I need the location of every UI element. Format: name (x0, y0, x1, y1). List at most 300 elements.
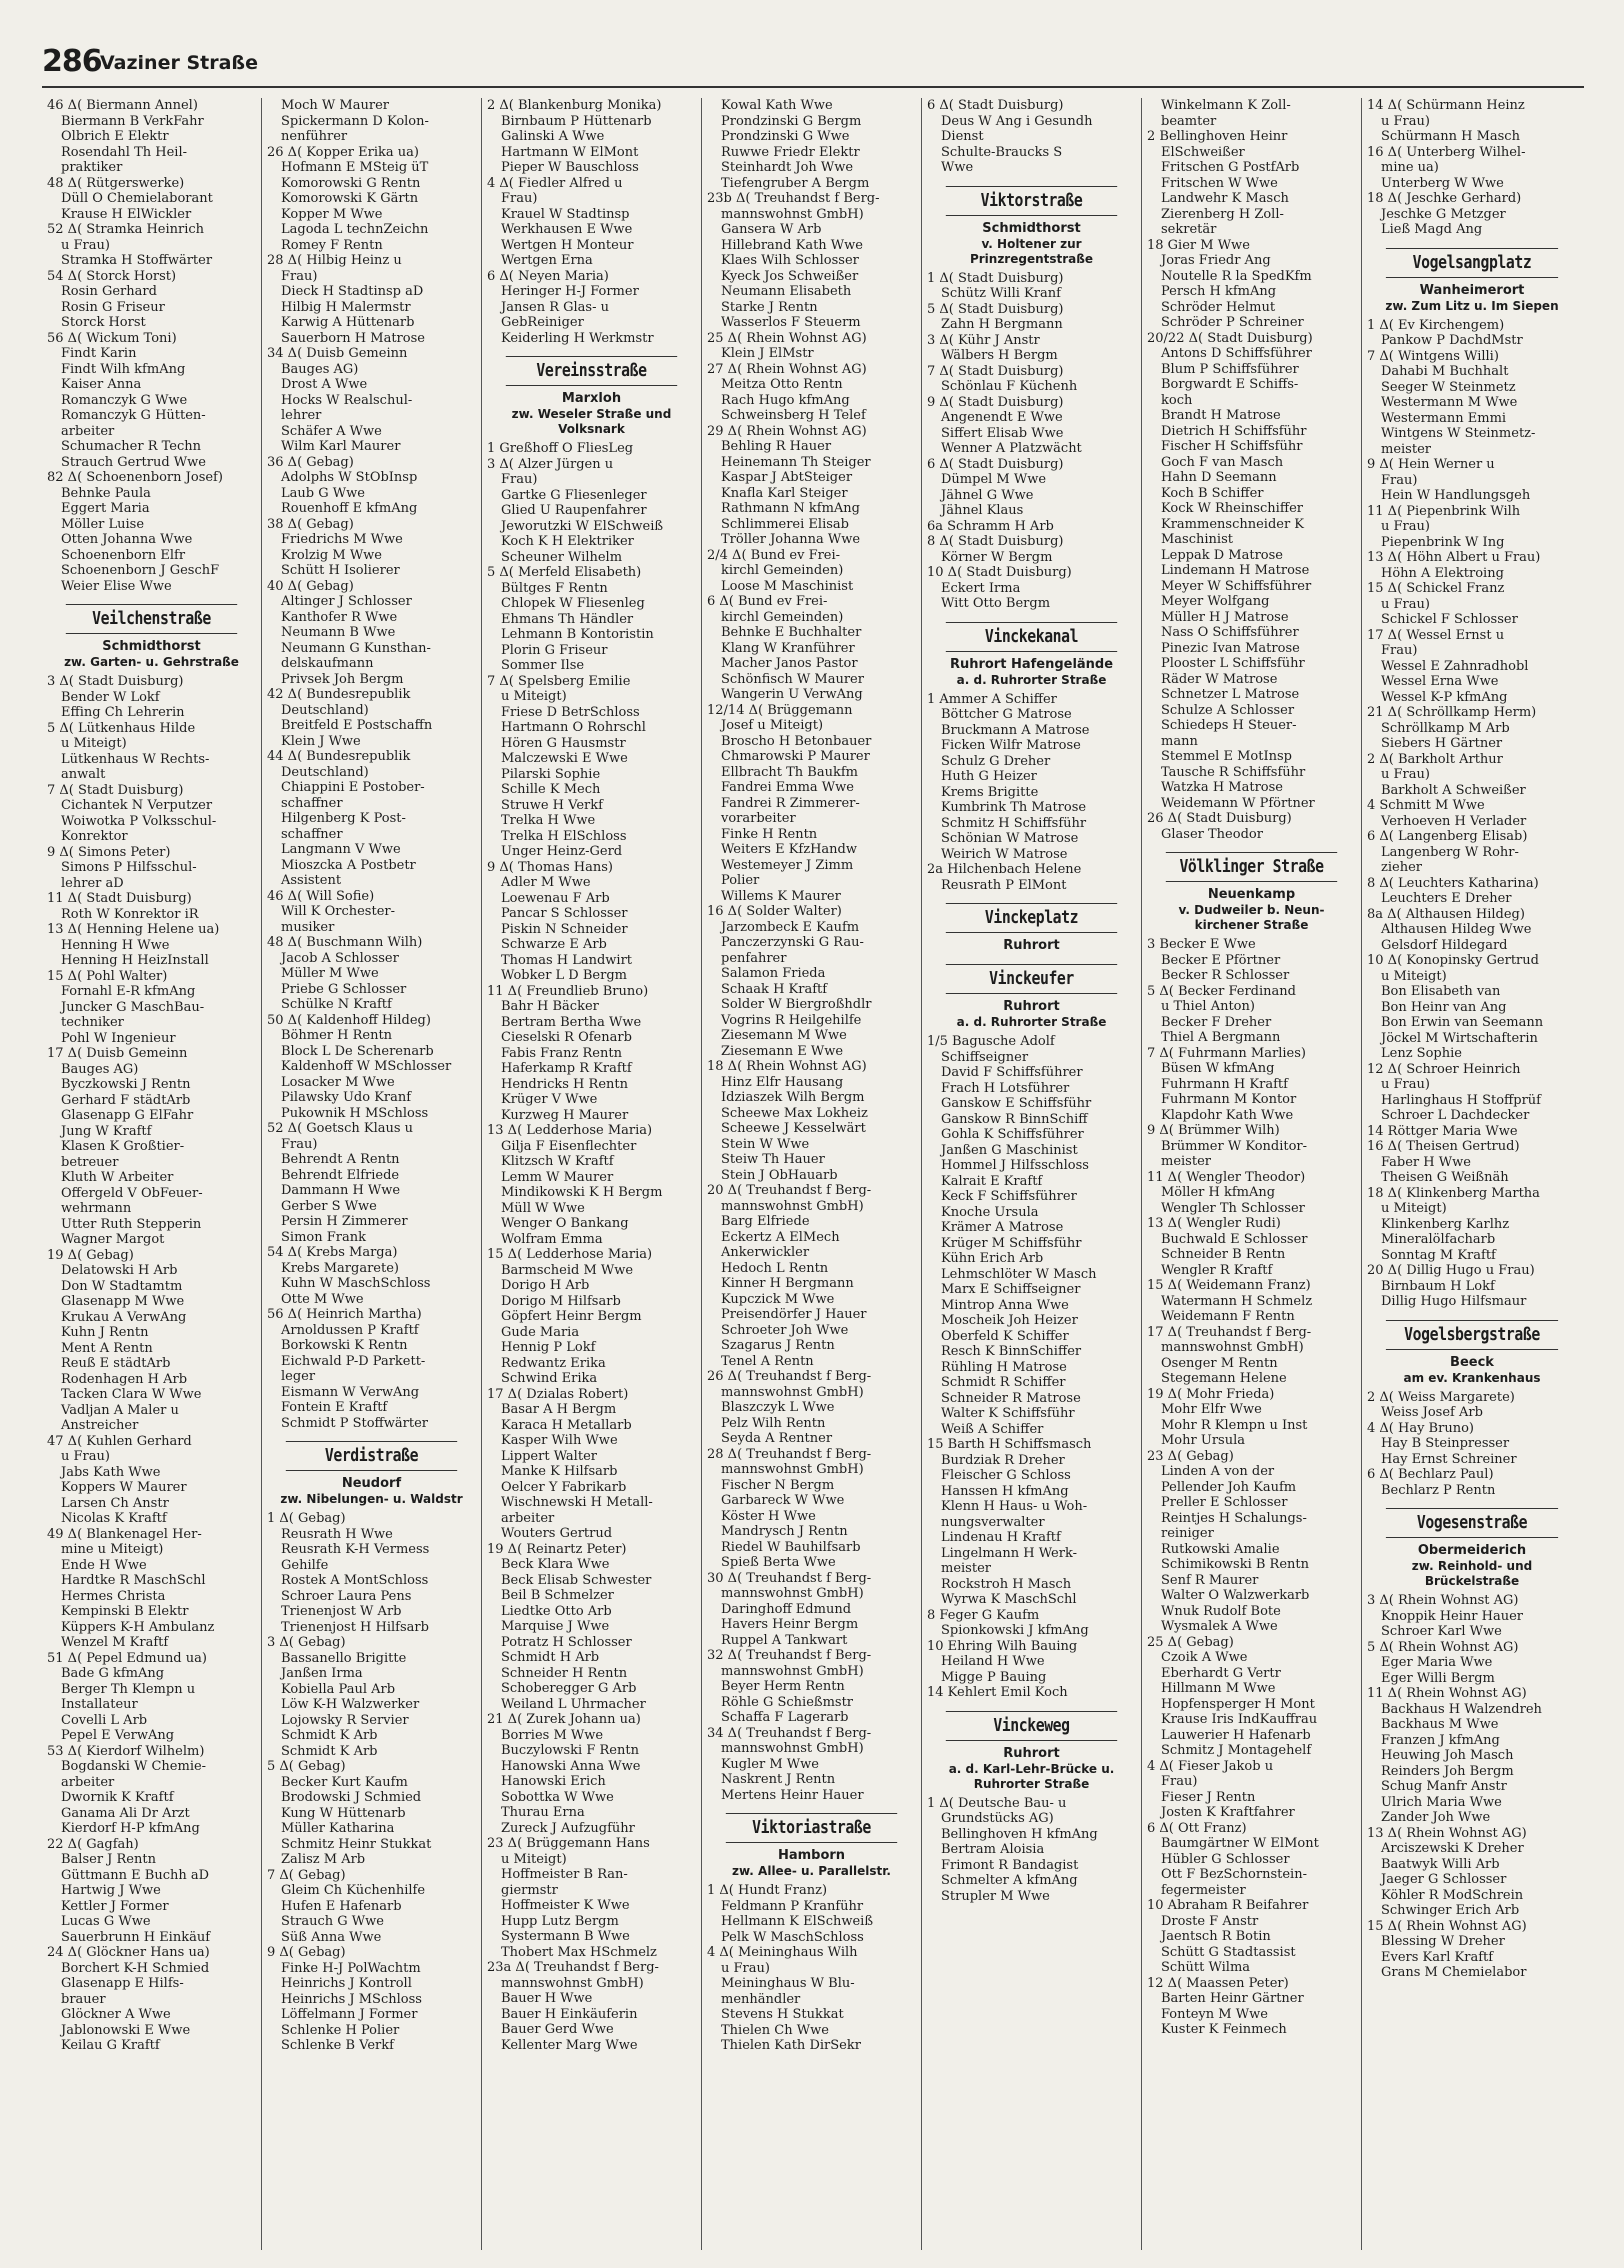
entry-line: Schütz Willi Kranf (941, 286, 1061, 301)
entry-line: Ziesemann M Wwe (721, 1028, 847, 1043)
entry-line: Strauch G Wwe (281, 1914, 384, 1929)
street-heading: Viktorstraße (946, 186, 1117, 216)
entry-line: Schäfer A Wwe (281, 423, 382, 439)
entry-line: Komorowski G Rentn (281, 175, 421, 191)
entry-line: Preisendörfer J Hauer (721, 1307, 867, 1322)
entry-line: Sonntag M Kraftf (1381, 1247, 1496, 1263)
entry-line: 22 Δ( Gagfah) (47, 1836, 139, 1852)
entry-line: Weiland L Uhrmacher (501, 1696, 646, 1712)
entry-line: Installateur (61, 1697, 138, 1712)
entry-line: 5 Δ( Merfeld Elisabeth) (487, 565, 642, 580)
entry-line: Schweinsberg H Telef (721, 408, 866, 423)
entry-line: Pepel E VerwAng (61, 1728, 175, 1743)
entry-line: Schmidt K Arb (281, 1743, 378, 1759)
entry-line: 3 Becker E Wwe (1147, 937, 1256, 952)
entry-line: Weiters E KfzHandw (721, 842, 857, 857)
entry-line: 5 Δ( Gebag) (267, 1759, 346, 1774)
entry-line: meister (941, 1561, 991, 1576)
street-heading: Vinckekanal (946, 622, 1117, 652)
entry-line: Findt Wilh kfmAng (61, 361, 186, 377)
entry-line: 82 Δ( Schoenenborn Josef) (47, 470, 223, 485)
entry-line: Rach Hugo kfmAng (721, 392, 850, 408)
entry-line: 15 Δ( Weidemann Franz) (1147, 1278, 1311, 1293)
entry-line: koch (1161, 392, 1193, 408)
entry-line: Schneider R Matrose (941, 1390, 1081, 1406)
entry-line: Gehilfe (281, 1557, 329, 1573)
entry-line: Marquise J Wwe (501, 1619, 610, 1634)
entry-line: 15 Barth H Schiffsmasch (927, 1437, 1092, 1452)
entry-line: Hofmann E MSteig üT (281, 160, 429, 175)
entry-line: 27 Δ( Rhein Wohnst AG) (707, 361, 867, 377)
entry-line: anwalt (61, 767, 106, 782)
entry-line: Dorigo M Hilfsarb (501, 1293, 621, 1309)
entry-line: Beck Elisab Schwester (501, 1572, 652, 1588)
entry-line: Wangerin U VerwAng (721, 687, 863, 702)
entry-line: Ficken Wilfr Matrose (941, 738, 1081, 753)
entry-line: Schulze A Schlosser (1161, 702, 1295, 718)
entry-line: Frimont R Bandagist (941, 1857, 1079, 1873)
entry-line: Arnoldussen P Kraftf (281, 1322, 419, 1338)
entry-line: 2/4 Δ( Bund ev Frei- (707, 547, 841, 563)
entry-line: Thobert Max HSchmelz (501, 1944, 657, 1960)
entry-line: Faber H Wwe (1381, 1154, 1471, 1170)
district-name: Ruhrort (1003, 938, 1060, 953)
entry-line: Kurzweg H Maurer (501, 1107, 629, 1123)
entry-line: 49 Δ( Blankenagel Her- (47, 1526, 202, 1542)
entry-line: 25 Δ( Rhein Wohnst AG) (707, 330, 867, 346)
entry-line: Ulrich Maria Wwe (1381, 1794, 1502, 1810)
entry-line: Ellbracht Th Baukfm (721, 764, 858, 780)
entry-line: 44 Δ( Bundesrepublik (267, 749, 411, 764)
entry-line: Hay Ernst Schreiner (1381, 1451, 1517, 1467)
entry-line: Eger Willi Bergm (1381, 1670, 1495, 1686)
entry-line: Adolphs W StObInsp (281, 470, 418, 485)
entry-line: 6 Δ( Langenberg Elisab) (1367, 829, 1528, 844)
entry-line: Blaszczyk L Wwe (721, 1400, 835, 1415)
entry-line: Ott F BezSchornstein- (1161, 1867, 1307, 1882)
entry-line: 1 Δ( Hundt Franz) (707, 1883, 828, 1898)
street-location: zw. Allee- u. Parallelstr. (732, 1864, 891, 1878)
entry-line: Rutkowski Amalie (1161, 1541, 1280, 1557)
entry-line: Klinkenberg Karlhz (1381, 1216, 1510, 1232)
entry-line: Oelcer Y Fabrikarb (501, 1479, 627, 1495)
entry-line: Krebs Margarete) (281, 1260, 399, 1276)
entry-line: Bender W Lokf (61, 689, 160, 705)
entry-line: Koch K H Elektriker (501, 534, 634, 549)
entry-line: Hahn D Seemann (1161, 470, 1277, 485)
entry-line: Trelka H Wwe (501, 813, 596, 828)
entry-line: Mohr R Klempn u Inst (1161, 1417, 1308, 1433)
entry-line: Bechlarz P Rentn (1381, 1482, 1496, 1498)
entry-line: Schmidt K Arb (281, 1728, 378, 1743)
entry-line: Jeschke G Metzger (1381, 206, 1506, 222)
entry-line: 54 Δ( Krebs Marga) (267, 1245, 398, 1260)
entry-line: 6 Δ( Neyen Maria) (487, 268, 609, 284)
entry-line: Frau) (501, 191, 538, 206)
entry-line: Fritschen W Wwe (1161, 175, 1278, 191)
entry-line: Vogrins R Heilgehilfe (721, 1012, 862, 1028)
entry-line: Salamon Frieda (721, 966, 826, 981)
entry-line: Otte M Wwe (281, 1291, 364, 1307)
entry-line: Werkhausen E Wwe (501, 222, 633, 237)
entry-line: Wilm Karl Maurer (281, 439, 401, 454)
entry-line: 15 Δ( Schickel Franz (1367, 581, 1505, 596)
entry-line: 6a Schramm H Arb (927, 518, 1054, 534)
entry-line: Polier (721, 873, 760, 888)
entry-line: u Frau) (1381, 1077, 1430, 1092)
entry-line: Ganama Ali Dr Arzt (61, 1805, 190, 1821)
entry-line: Moch W Maurer (281, 98, 389, 113)
entry-line: Huth G Heizer (941, 769, 1037, 784)
entry-line: 12 Δ( Schroer Heinrich (1367, 1061, 1521, 1077)
entry-line: Rouenhoff E kfmAng (281, 501, 418, 516)
entry-line: Riedel W Bauhilfsarb (721, 1539, 861, 1555)
entry-line: Rühling H Matrose (941, 1359, 1067, 1375)
entry-line: Barg Elfriede (721, 1214, 810, 1229)
entry-line: Heinrichs J Kontroll (281, 1976, 412, 1991)
entry-line: Dwornik K Kraftf (61, 1790, 174, 1805)
entry-line: Knafla Karl Steiger (721, 485, 848, 501)
entry-line: Schütt Wilma (1161, 1960, 1251, 1975)
entry-line: Romanczyk G Wwe (61, 392, 188, 408)
entry-line: Schmidt P Stoffwärter (281, 1415, 429, 1431)
entry-line: Willems K Maurer (721, 888, 841, 904)
entry-line: u Frau) (61, 237, 110, 253)
entry-line: Altinger J Schlosser (281, 594, 412, 609)
entry-line: Wessel K-P kfmAng (1381, 689, 1508, 705)
entry-line: Koch B Schiffer (1161, 485, 1264, 501)
entry-line: Liedtke Otto Arb (501, 1603, 612, 1619)
entry-line: Nicolas K Kraftf (61, 1511, 167, 1526)
entry-line: Schmitz Heinr Stukkat (281, 1836, 432, 1852)
street-location: v. Dudweiler b. Neun- kirchener Straße (1178, 903, 1325, 932)
entry-line: Keiderling H Werkmstr (501, 330, 654, 346)
entry-line: Dietrich H Schiffsführ (1161, 423, 1307, 439)
entry-line: Malczewski E Wwe (501, 751, 628, 766)
entry-line: Frau) (1161, 1774, 1198, 1789)
entry-line: arbeiter (61, 423, 115, 439)
entry-line: Becker Kurt Kaufm (281, 1774, 408, 1790)
street-heading: Vogesenstraße (1386, 1508, 1558, 1538)
entry-line: Wenner A Platzwächt (941, 441, 1082, 456)
entry-line: Kung W Hüttenarb (281, 1805, 406, 1821)
district-name: Schmidthorst (102, 639, 201, 654)
entry-line: 50 Δ( Kaldenhoff Hildeg) (267, 1012, 431, 1028)
entry-line: Marx E Schiffseigner (941, 1282, 1081, 1297)
entry-line: Pinezic Ivan Matrose (1161, 640, 1300, 656)
entry-line: lehrer aD (61, 875, 124, 891)
entry-line: Bade G kfmAng (61, 1666, 165, 1681)
entry-line: 32 Δ( Treuhandst f Berg- (707, 1648, 872, 1663)
entry-line: 38 Δ( Gebag) (267, 516, 354, 532)
entry-line: Beil B Schmelzer (501, 1588, 614, 1603)
entry-line: Schmidt R Schiffer (941, 1375, 1066, 1390)
entry-line: Hanowski Erich (501, 1774, 606, 1789)
entry-line: Walter K Schiffsführ (941, 1406, 1075, 1421)
entry-line: Josef u Miteigt) (721, 718, 824, 733)
running-head-street: Vaziner Straße (100, 52, 258, 74)
entry-line: Schaffa F Lagerarb (721, 1710, 849, 1725)
entry-line: mannswohnst GmbH) (721, 1663, 864, 1679)
entry-line: Fandrei Emma Wwe (721, 780, 854, 795)
entry-line: 51 Δ( Pepel Edmund ua) (47, 1650, 207, 1666)
entry-line: u Frau) (1381, 596, 1430, 612)
entry-line: mine ua) (1381, 160, 1439, 175)
entry-line: Schönfisch W Maurer (721, 671, 864, 687)
entry-line: 4 Δ( Meininghaus Wilh (707, 1945, 858, 1960)
entry-line: 16 Δ( Theisen Gertrud) (1367, 1139, 1520, 1154)
entry-line: Hanssen H kfmAng (941, 1483, 1069, 1499)
entry-line: 23 Δ( Brüggemann Hans (487, 1836, 650, 1851)
entry-line: Schoenenborn Elfr (61, 547, 186, 563)
entry-line: Hören G Hausmstr (501, 735, 626, 751)
entry-line: Lenz Sophie (1381, 1046, 1462, 1061)
entry-line: Tröller Johanna Wwe (721, 532, 861, 547)
entry-line: 5 Δ( Stadt Duisburg) (927, 301, 1064, 317)
entry-line: Ehmans Th Händler (501, 611, 634, 627)
entry-line: Scheewe J Kesselwärt (721, 1121, 866, 1136)
entry-line: Jabs Kath Wwe (61, 1464, 161, 1480)
entry-line: 10 Ehring Wilh Bauing (927, 1638, 1078, 1654)
entry-line: 20/22 Δ( Stadt Duisburg) (1147, 330, 1313, 346)
entry-line: Ankerwickler (721, 1245, 810, 1260)
entry-line: 15 Δ( Pohl Walter) (47, 968, 168, 984)
street-heading: Verdistraße (286, 1441, 457, 1471)
entry-line: Borkowski K Rentn (281, 1338, 408, 1353)
entry-line: 13 Δ( Wengler Rudi) (1147, 1216, 1281, 1231)
entry-line: u Frau) (1381, 519, 1430, 534)
entry-line: Kaiser Anna (61, 377, 142, 392)
entry-line: 17 Δ( Dzialas Robert) (487, 1386, 629, 1402)
entry-line: Mineralölfacharb (1381, 1232, 1496, 1247)
entry-line: Anstreicher (61, 1418, 139, 1433)
entry-line: Starke J Rentn (721, 299, 818, 315)
entry-line: Noutelle R la SpedKfm (1161, 268, 1312, 284)
entry-line: Siebers H Gärtner (1381, 736, 1503, 751)
entry-line: Schug Manfr Anstr (1381, 1779, 1507, 1794)
entry-line: 10 Δ( Konopinsky Gertrud (1367, 953, 1539, 968)
entry-line: Wengler Th Schlosser (1161, 1200, 1305, 1216)
entry-line: 23 Δ( Gebag) (1147, 1448, 1234, 1464)
entry-line: Göpfert Heinr Bergm (501, 1309, 642, 1324)
entry-line: leger (281, 1369, 316, 1384)
entry-line: Lindenau H Kraftf (941, 1530, 1061, 1545)
street-heading: Vinckeufer (946, 964, 1117, 994)
district-name: Neudorf (341, 1476, 402, 1491)
entry-line: Hilbig H Malermstr (281, 299, 411, 315)
entry-line: 11 Δ( Stadt Duisburg) (47, 891, 192, 906)
entry-line: Gleim Ch Küchenhilfe (281, 1883, 426, 1898)
entry-line: 7 Δ( Wintgens Willi) (1367, 348, 1499, 364)
entry-line: Prondzinski G Bergm (721, 113, 862, 129)
entry-line: Bertram Bertha Wwe (501, 1014, 642, 1030)
entry-line: 4 Δ( Fiedler Alfred u (487, 175, 623, 191)
entry-line: 14 Kehlert Emil Koch (927, 1685, 1068, 1700)
entry-line: Bauges AG) (281, 361, 359, 377)
entry-line: 48 Δ( Buschmann Wilh) (267, 935, 423, 950)
entry-line: Losacker M Wwe (281, 1074, 395, 1090)
entry-line: Schönlau F Küchenh (941, 379, 1078, 394)
entry-line: Deutschland) (281, 764, 369, 780)
entry-line: Feldmann P Kranführ (721, 1898, 864, 1914)
entry-line: Kumbrink Th Matrose (941, 800, 1087, 815)
entry-line: Mintrop Anna Wwe (941, 1297, 1069, 1313)
entry-line: 14 Δ( Schürmann Heinz (1367, 98, 1525, 113)
entry-line: Plooster L Schiffsführ (1161, 656, 1305, 671)
entry-line: fegermeister (1161, 1882, 1246, 1898)
entry-line: Lemm W Maurer (501, 1169, 614, 1185)
entry-line: 30 Δ( Treuhandst f Berg- (707, 1570, 872, 1586)
street-location: zw. Weseler Straße und Volksnark (511, 407, 672, 436)
entry-line: 6 Δ( Ott Franz) (1147, 1820, 1247, 1836)
entry-line: 1 Δ( Ev Kirchengem) (1367, 317, 1505, 333)
entry-line: Henning H HeizInstall (61, 953, 209, 968)
entry-line: Piskin N Schneider (501, 921, 628, 937)
entry-line: Jung W Kraftf (61, 1123, 152, 1139)
entry-line: Keck F Schiffsführer (941, 1189, 1077, 1204)
entry-line: Buczylowski F Rentn (501, 1743, 639, 1758)
entry-line: Trienenjost W Arb (281, 1604, 402, 1619)
entry-line: Persch H kfmAng (1161, 284, 1277, 299)
entry-line: Brandt H Matrose (1161, 408, 1281, 423)
entry-line: Reuß E städtArb (61, 1356, 171, 1371)
entry-line: Frau) (1381, 472, 1418, 488)
entry-line: 7 Δ( Stadt Duisburg) (927, 363, 1064, 379)
entry-line: Finke H-J PolWachtm (281, 1960, 421, 1976)
entry-line: Will K Orchester- (281, 904, 395, 919)
entry-line: Fischer H Schiffsführ (1161, 439, 1303, 454)
entry-line: Eger Maria Wwe (1381, 1655, 1493, 1670)
entry-line: Gartke G Fliesenleger (501, 487, 647, 503)
entry-line: Wenger O Bankang (501, 1216, 629, 1231)
entry-line: 12/14 Δ( Brüggemann (707, 702, 853, 718)
entry-line: Zalisz M Arb (281, 1852, 366, 1867)
entry-line: Utter Ruth Stepperin (61, 1216, 202, 1232)
entry-line: Mandrysch J Rentn (721, 1524, 848, 1539)
entry-line: 54 Δ( Storck Horst) (47, 268, 177, 284)
entry-line: Düll O Chemielaborant (61, 191, 213, 206)
entry-line: Laub G Wwe (281, 485, 365, 501)
entry-line: Löffelmann J Former (281, 2007, 418, 2022)
entry-line: Meininghaus W Blu- (721, 1976, 855, 1991)
entry-line: u Frau) (1381, 767, 1430, 782)
entry-line: Zander Joh Wwe (1381, 1810, 1491, 1825)
entry-line: Bauer Gerd Wwe (501, 2022, 614, 2037)
entry-line: arbeiter (501, 1510, 555, 1526)
entry-line: 2 Bellinghoven Heinr (1147, 129, 1288, 144)
entry-line: Deutschland) (281, 702, 369, 718)
entry-line: 7 Δ( Gebag) (267, 1867, 346, 1883)
entry-line: 10 Δ( Stadt Duisburg) (927, 565, 1072, 580)
entry-line: Weirich W Matrose (941, 846, 1068, 862)
entry-line: Breitfeld E Postschaffn (281, 718, 433, 733)
entry-line: Simon Frank (281, 1229, 366, 1245)
entry-line: Langenberg W Rohr- (1381, 844, 1519, 860)
entry-line: Winkelmann K Zoll- (1161, 98, 1291, 113)
entry-line: Schroer L Dachdecker (1381, 1108, 1530, 1123)
street-location: a. d. Karl-Lehr-Brücke u. Ruhrorter Straße (948, 1761, 1115, 1791)
entry-line: Borchert K-H Schmied (61, 1960, 210, 1976)
entry-line: Ziesemann E Wwe (721, 1043, 844, 1059)
entry-line: 18 Δ( Klinkenberg Martha (1367, 1185, 1540, 1201)
entry-line: Weidemann W Pförtner (1161, 795, 1315, 811)
entry-line: Brodowski J Schmied (281, 1790, 422, 1805)
entry-line: Blessing W Dreher (1381, 1934, 1505, 1949)
entry-line: Prondzinski G Wwe (721, 129, 850, 144)
entry-line: Koppers W Maurer (61, 1480, 187, 1495)
entry-line: Bauges AG) (61, 1061, 139, 1077)
entry-line: 1 Δ( Gebag) (267, 1511, 346, 1526)
entry-line: 26 Δ( Treuhandst f Berg- (707, 1369, 872, 1384)
entry-line: Schmitz J Montagehelf (1161, 1743, 1312, 1758)
entry-line: Schmitz H Schiffsführ (941, 815, 1087, 831)
entry-line: Steiw Th Hauer (721, 1152, 825, 1167)
entry-line: 17 Δ( Wessel Ernst u (1367, 627, 1505, 643)
entry-line: Szagarus J Rentn (721, 1338, 835, 1353)
entry-line: 52 Δ( Goetsch Klaus u (267, 1121, 414, 1136)
entry-line: Stegemann Helene (1161, 1371, 1287, 1386)
entry-line: Heinemann Th Steiger (721, 454, 871, 470)
entry-line: Bültges F Rentn (501, 580, 608, 596)
entry-line: u Frau) (721, 1960, 770, 1976)
entry-line: Panczerzynski G Rau- (721, 935, 864, 950)
entry-line: nenführer (281, 129, 348, 144)
entry-line: Neumann G Kunsthan- (281, 640, 431, 656)
entry-line: 3 Δ( Stadt Duisburg) (47, 674, 184, 689)
entry-line: schaffner (281, 795, 343, 811)
entry-line: Büsen W kfmAng (1161, 1061, 1275, 1076)
entry-line: Knoche Ursula (941, 1204, 1039, 1220)
entry-line: Frau) (1381, 643, 1418, 658)
entry-line: Krüger V Wwe (501, 1092, 598, 1107)
street-location: zw. Reinhold- und Brückelstraße (1411, 1559, 1533, 1588)
entry-line: Don W Stadtamtm (61, 1278, 183, 1294)
entry-line: Wysmalek A Wwe (1161, 1619, 1278, 1634)
entry-line: Loose M Maschinist (721, 578, 854, 594)
entry-line: Gansera W Arb (721, 222, 822, 237)
entry-line: Wälbers H Bergm (941, 348, 1058, 363)
entry-line: 9 Δ( Hein Werner u (1367, 457, 1495, 472)
entry-line: Bassanello Brigitte (281, 1650, 407, 1666)
entry-line: Hupp Lutz Bergm (501, 1913, 619, 1929)
entry-line: 15 Δ( Ledderhose Maria) (487, 1247, 653, 1262)
entry-line: Fleischer G Schloss (941, 1468, 1071, 1483)
entry-line: Lauwerier H Hafenarb (1161, 1727, 1311, 1743)
entry-line: Hay B Steinpresser (1381, 1436, 1510, 1451)
entry-line: Heuwing Joh Masch (1381, 1748, 1514, 1763)
entry-line: Goch F van Masch (1161, 454, 1284, 470)
entry-line: Karaca H Metallarb (501, 1417, 632, 1433)
entry-line: Jaentsch R Botin (1161, 1929, 1271, 1944)
page-number: 286 (42, 44, 102, 79)
entry-line: Hartwig J Wwe (61, 1883, 161, 1898)
entry-line: Behnke Paula (61, 485, 151, 501)
entry-line: Ende H Wwe (61, 1557, 147, 1573)
entry-line: Kaldenhoff W MSchlosser (281, 1059, 452, 1074)
entry-line: Höhn A Elektroing (1381, 565, 1504, 581)
entry-line: Piepenbrink W Ing (1381, 534, 1505, 550)
entry-line: Eggert Maria (61, 501, 150, 516)
entry-line: Unger Heinz-Gerd (501, 844, 623, 859)
entry-line: Wertgen Erna (501, 253, 593, 268)
entry-line: Dümpel M Wwe (941, 472, 1047, 487)
entry-line: Schröder Helmut (1161, 299, 1276, 315)
entry-line: Schlenke B Verkf (281, 2038, 394, 2053)
entry-line: Juncker G MaschBau- (61, 999, 205, 1015)
entry-line: Reintjes H Schalungs- (1161, 1510, 1307, 1526)
entry-line: 2a Hilchenbach Helene (927, 862, 1082, 877)
entry-line: Behrendt Elfriede (281, 1167, 400, 1183)
